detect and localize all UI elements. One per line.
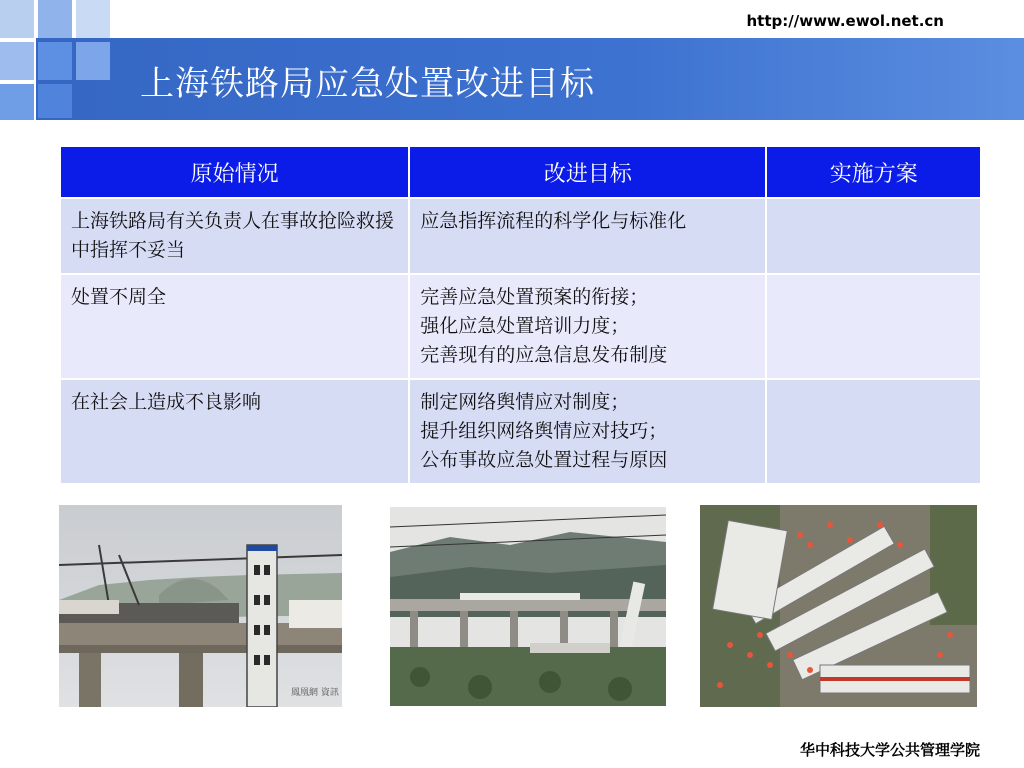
website-url: http://www.ewol.net.cn: [746, 12, 944, 30]
column-header-plan: 实施方案: [766, 146, 981, 198]
page-title: 上海铁路局应急处置改进目标: [140, 64, 595, 104]
cell-goal: [409, 274, 766, 379]
column-header-goal: 改进目标: [409, 146, 766, 198]
decor-square: [0, 84, 34, 120]
cell-original: 在社会上造成不良影响: [60, 379, 409, 484]
decor-square: [76, 42, 110, 80]
decor-square: [0, 0, 34, 38]
decor-square: [38, 0, 72, 38]
goal-line: 提升组织网络舆情应对技巧；: [420, 420, 668, 442]
decor-square: [38, 84, 72, 118]
column-header-original: 原始情况: [60, 146, 409, 198]
goal-line: 公布事故应急处置过程与原因: [420, 449, 668, 471]
accident-photo-viaduct-distant: [390, 507, 666, 706]
goal-line: 强化应急处置培训力度；: [420, 315, 630, 337]
decor-square: [0, 42, 34, 80]
cell-goal: [409, 379, 766, 484]
photo-watermark: 鳳凰網 資訊: [291, 688, 339, 698]
accident-photo-viaduct-closeup: [59, 505, 342, 707]
table-row: [60, 274, 981, 379]
table-header-row: [60, 146, 981, 198]
cell-plan: [766, 274, 981, 379]
decor-square: [76, 0, 110, 38]
goal-line: 制定网络舆情应对制度；: [420, 391, 630, 413]
cell-goal: [409, 198, 766, 274]
improvement-table: [59, 145, 982, 485]
goal-line: 完善现有的应急信息发布制度: [420, 344, 668, 366]
cell-plan: [766, 198, 981, 274]
institution-name: 华中科技大学公共管理学院: [799, 741, 980, 759]
cell-plan: [766, 379, 981, 484]
cell-original: 处置不周全: [60, 274, 409, 379]
table-row: [60, 198, 981, 274]
goal-line: 完善应急处置预案的衔接；: [420, 286, 649, 308]
cell-original: 上海铁路局有关负责人在事故抢险救援中指挥不妥当: [60, 198, 409, 274]
goal-line: 应急指挥流程的科学化与标准化: [420, 210, 687, 232]
table-row: [60, 379, 981, 484]
accident-photo-wreckage-aerial: [700, 505, 977, 707]
decor-square: [38, 42, 72, 80]
